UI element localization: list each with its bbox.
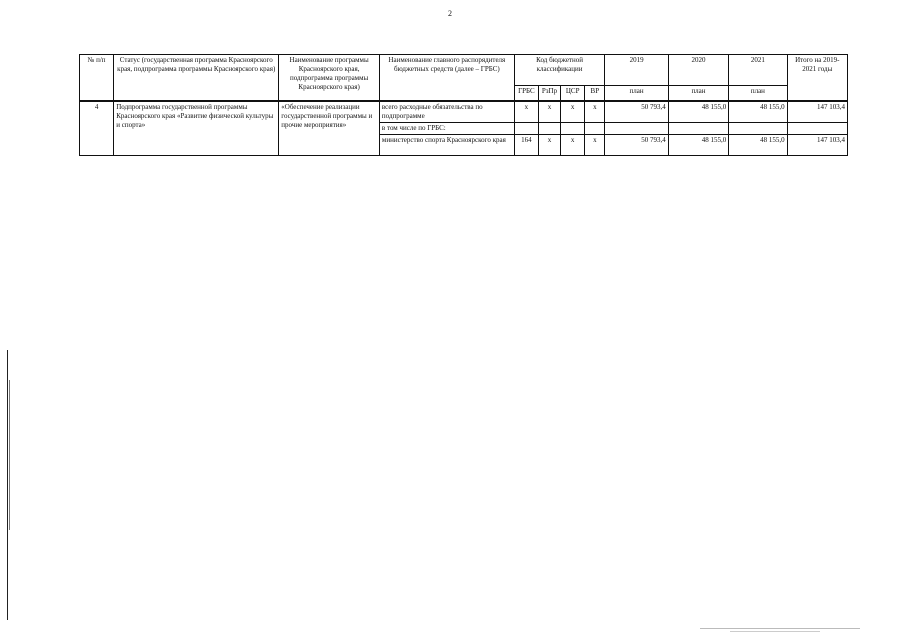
- header-plan-2021: план: [729, 86, 787, 102]
- header-code-vr: ВР: [585, 86, 605, 102]
- table-row: [80, 101, 848, 123]
- row-code-vr: х: [585, 135, 605, 156]
- row-value-2020: 48 155,0: [668, 135, 728, 156]
- row-grbs-name: в том числе по ГРБС:: [379, 123, 514, 135]
- row-value-2019: 50 793,4: [605, 135, 668, 156]
- row-grbs-name: всего расходные обязательства по подпрограмме: [379, 101, 514, 123]
- budget-table: [79, 54, 848, 156]
- row-code-vr: [585, 123, 605, 135]
- row-value-2021: 48 155,0: [729, 101, 787, 123]
- row-code-csr: [561, 123, 585, 135]
- header-plan-2019: план: [605, 86, 668, 102]
- scan-edge-mark: [9, 380, 10, 530]
- header-program-name: Наименование программы Красноярского края, подпрограмма программы Красноярского края): [279, 55, 380, 102]
- row-code-csr: х: [561, 135, 585, 156]
- scan-bottom-mark: [700, 628, 860, 629]
- row-value-total: [787, 123, 847, 135]
- header-year-2021: 2021: [729, 55, 787, 86]
- header-num: № п/п: [80, 55, 114, 102]
- row-code-grbs: 164: [514, 135, 538, 156]
- row-code-rzpr: [538, 123, 560, 135]
- row-value-2021: [729, 123, 787, 135]
- row-code-rzpr: х: [538, 101, 560, 123]
- header-code-grbs: ГРБС: [514, 86, 538, 102]
- header-grbs-name: Наименование главного распорядителя бюджетных средств (далее – ГРБС): [379, 55, 514, 102]
- row-grbs-name: министерство спорта Красноярского края: [379, 135, 514, 156]
- header-year-2020: 2020: [668, 55, 728, 86]
- row-value-2019: [605, 123, 668, 135]
- row-value-2020: 48 155,0: [668, 101, 728, 123]
- header-code-csr: ЦСР: [561, 86, 585, 102]
- scan-edge-mark: [7, 350, 8, 620]
- row-value-2021: 48 155,0: [729, 135, 787, 156]
- row-status: Подпрограмма государственной программы Красноярского края «Развитие физической культуры и спорта»: [114, 101, 279, 156]
- header-code-rzpr: РзПр: [538, 86, 560, 102]
- row-code-grbs: [514, 123, 538, 135]
- header-status: Статус (государственная программа Красноярского края, подпрограмма программы Красноярского края): [114, 55, 279, 102]
- header-code-group: Код бюджетной классификации: [514, 55, 605, 86]
- row-value-2020: [668, 123, 728, 135]
- row-code-vr: х: [585, 101, 605, 123]
- row-code-rzpr: х: [538, 135, 560, 156]
- page-number: 2: [448, 9, 452, 18]
- row-code-grbs: х: [514, 101, 538, 123]
- row-value-2019: 50 793,4: [605, 101, 668, 123]
- scan-bottom-mark: [730, 631, 820, 632]
- row-program-name: «Обеспечение реализации государственной программы и прочие мероприятия»: [279, 101, 380, 156]
- row-value-total: 147 103,4: [787, 135, 847, 156]
- header-total: Итого на 2019-2021 годы: [787, 55, 847, 102]
- header-row-1: [80, 55, 848, 86]
- row-code-csr: х: [561, 101, 585, 123]
- header-plan-2020: план: [668, 86, 728, 102]
- row-num: 4: [80, 101, 114, 156]
- header-year-2019: 2019: [605, 55, 668, 86]
- row-value-total: 147 103,4: [787, 101, 847, 123]
